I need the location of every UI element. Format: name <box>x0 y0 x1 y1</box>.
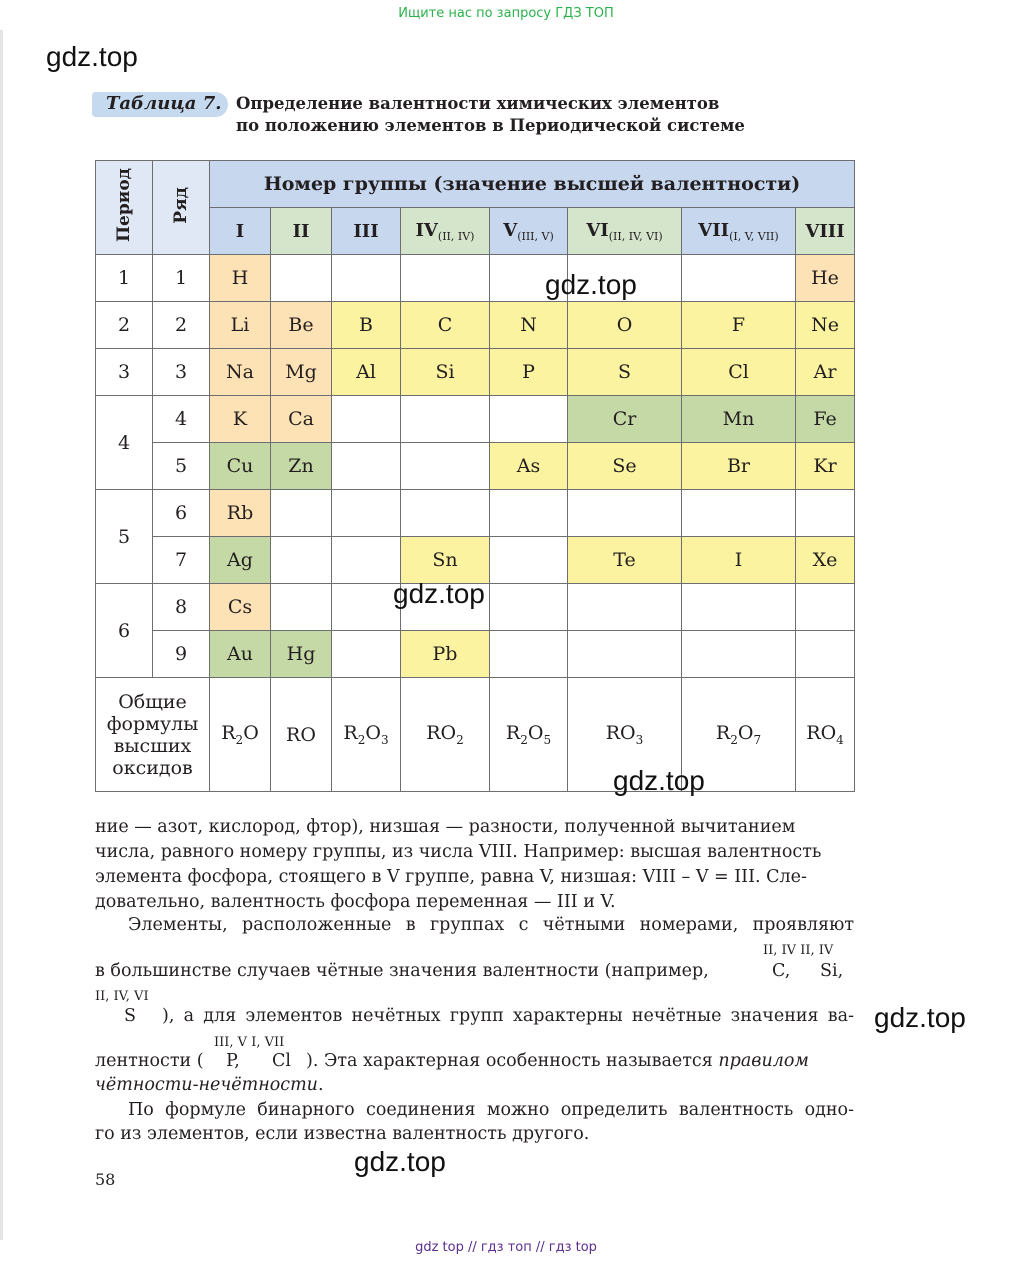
row-number: 3 <box>153 349 210 396</box>
table-title-line: по положению элементов в Периодической системе <box>236 116 745 135</box>
body-text <box>95 815 854 915</box>
element-cell: Fe <box>796 396 855 443</box>
row-header: Ряд <box>153 161 210 255</box>
element-cell: Mg <box>271 349 332 396</box>
table-title-line: Определение валентности химических элементов <box>236 94 720 113</box>
row-number: 9 <box>153 631 210 678</box>
watermark: gdz.top <box>354 1146 446 1177</box>
periodic-table <box>95 160 855 792</box>
text-line: Элементы, расположенные в группах с чётными номерами, проявляют <box>128 915 854 935</box>
period-header: Период <box>96 161 153 255</box>
empty-cell <box>568 584 682 631</box>
text-line: ). Эта характерная особенность называется правилом <box>306 1051 809 1071</box>
empty-cell <box>682 631 796 678</box>
group-7-header: $VII_{(I, V, VII)}$ <box>682 208 796 255</box>
element-cell: Hg <box>271 631 332 678</box>
valence-superscript: II, IV, VI <box>95 989 149 1004</box>
table-row <box>96 443 855 490</box>
empty-cell <box>490 490 568 537</box>
element-cell: Al <box>332 349 401 396</box>
element-cell: Te <box>568 537 682 584</box>
text-line: ние — азот, кислород, фтор), низшая — разности, полученной вычитанием <box>95 817 796 837</box>
element-cell: Ag <box>210 537 271 584</box>
row-number: 7 <box>153 537 210 584</box>
table-row <box>96 537 855 584</box>
oxides-label: Общие формулы высших оксидов <box>96 678 210 792</box>
empty-cell <box>682 490 796 537</box>
element-si: Si, <box>820 961 844 981</box>
text-line: го из элементов, если известна валентность другого. <box>95 1124 590 1144</box>
page-edge <box>0 30 3 1240</box>
empty-cell <box>332 396 401 443</box>
oxide-formula: $R_2O$ <box>210 678 271 792</box>
empty-cell <box>490 584 568 631</box>
empty-cell <box>401 443 490 490</box>
oxide-formula: $R_2O_5$ <box>490 678 568 792</box>
element-cell: N <box>490 302 568 349</box>
watermark: gdz.top <box>613 765 705 796</box>
valence-superscript: III, V I, VII <box>214 1035 285 1050</box>
table-row <box>96 302 855 349</box>
empty-cell <box>568 631 682 678</box>
element-cell: Ar <box>796 349 855 396</box>
italic-term: чётности-нечётности <box>95 1075 318 1095</box>
oxide-formula: $R_2O_3$ <box>332 678 401 792</box>
oxide-formula: $RO_3$ <box>568 678 682 792</box>
empty-cell <box>332 443 401 490</box>
row-number: 8 <box>153 584 210 631</box>
element-cell: He <box>796 255 855 302</box>
row-number: 1 <box>153 255 210 302</box>
table-row <box>96 631 855 678</box>
element-cell: P <box>490 349 568 396</box>
valence-superscript: II, IV II, IV <box>763 943 834 958</box>
empty-cell <box>401 396 490 443</box>
element-cell: Cs <box>210 584 271 631</box>
group-1-header: I <box>210 208 271 255</box>
element-cell: Pb <box>401 631 490 678</box>
text-line: числа, равного номеру группы, из числа VIII. Например: высшая валентность <box>95 842 822 862</box>
empty-cell <box>332 584 401 631</box>
table-label-tag <box>92 92 228 117</box>
group-8-header: VIII <box>796 208 855 255</box>
empty-cell <box>271 537 332 584</box>
table-row <box>96 396 855 443</box>
row-number: 2 <box>153 302 210 349</box>
oxide-formula: $RO_4$ <box>796 678 855 792</box>
empty-cell <box>401 490 490 537</box>
element-cell: S <box>568 349 682 396</box>
empty-cell <box>682 584 796 631</box>
period-number: 4 <box>96 396 153 490</box>
watermark: gdz.top <box>545 269 637 300</box>
table-title <box>236 93 745 137</box>
element-cell: Be <box>271 302 332 349</box>
table-row <box>96 349 855 396</box>
text-line: лентности ( <box>95 1051 204 1071</box>
element-cell: Zn <box>271 443 332 490</box>
empty-cell <box>332 255 401 302</box>
element-cell: Ca <box>271 396 332 443</box>
element-cell: Kr <box>796 443 855 490</box>
element-cl: Cl <box>272 1051 291 1071</box>
group-2-header: II <box>271 208 332 255</box>
text-line: довательно, валентность фосфора переменная — III и V. <box>95 892 616 912</box>
oxide-formula: $R_2O_7$ <box>682 678 796 792</box>
period-number: 6 <box>96 584 153 678</box>
element-cell: Cr <box>568 396 682 443</box>
element-cell: Si <box>401 349 490 396</box>
empty-cell <box>796 631 855 678</box>
top-banner[interactable]: Ищите нас по запросу ГДЗ ТОП <box>398 6 614 21</box>
element-cell: I <box>682 537 796 584</box>
watermark: gdz.top <box>393 578 485 609</box>
element-cell: Li <box>210 302 271 349</box>
period-number: 5 <box>96 490 153 584</box>
element-cell: Se <box>568 443 682 490</box>
empty-cell <box>271 584 332 631</box>
text-line: чётности-нечётности. <box>95 1075 324 1095</box>
text-line: элемента фосфора, стоящего в V группе, равна V, низшая: VIII – V = III. Сле- <box>95 867 807 887</box>
empty-cell <box>682 255 796 302</box>
element-cell: Rb <box>210 490 271 537</box>
oxide-formula: RO <box>271 678 332 792</box>
empty-cell <box>332 537 401 584</box>
element-cell: O <box>568 302 682 349</box>
empty-cell <box>490 537 568 584</box>
empty-cell <box>490 631 568 678</box>
element-c: C, <box>772 961 791 981</box>
empty-cell <box>401 255 490 302</box>
row-number: 6 <box>153 490 210 537</box>
text-line: По формуле бинарного соединения можно определить валентность одно- <box>128 1100 854 1120</box>
italic-term: правилом <box>718 1051 809 1071</box>
group-6-header: $VI_{(II, IV, VI)}$ <box>568 208 682 255</box>
element-cell: K <box>210 396 271 443</box>
empty-cell <box>490 396 568 443</box>
element-cell: Sn <box>401 537 490 584</box>
element-cell: Cl <box>682 349 796 396</box>
empty-cell <box>796 584 855 631</box>
period-number: 3 <box>96 349 153 396</box>
bottom-banner[interactable]: gdz top // гдз топ // гдз top <box>415 1240 597 1255</box>
table-row <box>96 490 855 537</box>
element-p: P, <box>226 1051 240 1071</box>
element-cell: Ne <box>796 302 855 349</box>
element-cell: B <box>332 302 401 349</box>
element-s: S <box>124 1006 136 1026</box>
empty-cell <box>271 255 332 302</box>
table-row <box>96 255 855 302</box>
group-header: Номер группы (значение высшей валентности) <box>210 161 855 208</box>
element-cell: F <box>682 302 796 349</box>
empty-cell <box>568 490 682 537</box>
row-number: 5 <box>153 443 210 490</box>
text-line: в большинстве случаев чётные значения валентности (например, <box>95 961 709 981</box>
page-number: 58 <box>95 1170 116 1189</box>
period-number: 1 <box>96 255 153 302</box>
empty-cell <box>796 490 855 537</box>
empty-cell <box>271 490 332 537</box>
element-cell: Na <box>210 349 271 396</box>
element-cell: Cu <box>210 443 271 490</box>
oxide-formula: $RO_2$ <box>401 678 490 792</box>
empty-cell <box>332 631 401 678</box>
text-line: ), а для элементов нечётных групп характерны нечётные значения ва- <box>162 1006 854 1026</box>
element-cell: Mn <box>682 396 796 443</box>
element-cell: As <box>490 443 568 490</box>
element-cell: C <box>401 302 490 349</box>
table-label: Таблица 7. <box>106 93 222 114</box>
watermark: gdz.top <box>46 41 138 72</box>
element-cell: Xe <box>796 537 855 584</box>
group-3-header: III <box>332 208 401 255</box>
row-number: 4 <box>153 396 210 443</box>
empty-cell <box>332 490 401 537</box>
period-number: 2 <box>96 302 153 349</box>
group-4-header: $IV_{(II, IV)}$ <box>401 208 490 255</box>
watermark: gdz.top <box>874 1002 966 1033</box>
element-cell: H <box>210 255 271 302</box>
element-cell: Br <box>682 443 796 490</box>
group-5-header: $V_{(III, V)}$ <box>490 208 568 255</box>
element-cell: Au <box>210 631 271 678</box>
